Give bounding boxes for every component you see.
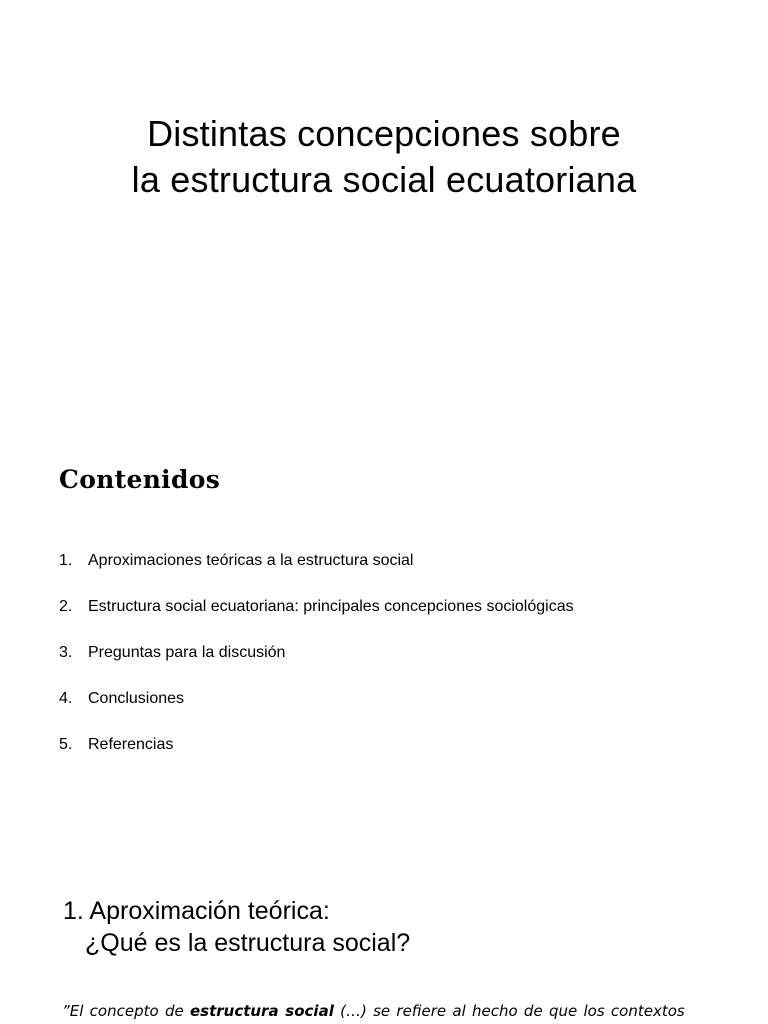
contents-item-number: 1.: [59, 552, 73, 569]
quote-prefix: ”El concepto de: [62, 1002, 190, 1020]
contents-item-number: 5.: [59, 736, 73, 753]
contents-list: [59, 549, 574, 779]
contents-item-text: Conclusiones: [88, 690, 185, 707]
quote-suffix: (…) se refiere al hecho de que los contextos: [333, 1002, 685, 1020]
title-line-2: la estructura social ecuatoriana: [131, 159, 637, 200]
contents-heading: Contenidos: [59, 465, 221, 494]
quote-text: [62, 999, 685, 1023]
section-heading-line-1: 1. Aproximación teórica:: [63, 897, 330, 925]
contents-item-1: [59, 549, 574, 595]
contents-item-number: 2.: [59, 598, 73, 615]
section-heading: [63, 895, 410, 959]
contents-item-text: Aproximaciones teóricas a la estructura social: [88, 552, 414, 569]
contents-item-text: Preguntas para la discusión: [88, 644, 286, 661]
quote-emphasis: estructura social: [189, 1002, 334, 1020]
contents-item-5: [59, 733, 574, 779]
contents-item-4: [59, 687, 574, 733]
contents-item-3: [59, 641, 574, 687]
section-heading-line-2: ¿Qué es la estructura social?: [85, 929, 411, 957]
contents-item-text: Referencias: [88, 736, 174, 753]
contents-item-number: 4.: [59, 690, 73, 707]
contents-item-text: Estructura social ecuatoriana: principales concepciones sociológicas: [88, 598, 574, 615]
title-line-1: Distintas concepciones sobre: [147, 113, 621, 154]
contents-item-2: [59, 595, 574, 641]
document-title: [0, 111, 768, 203]
contents-item-number: 3.: [59, 644, 73, 661]
